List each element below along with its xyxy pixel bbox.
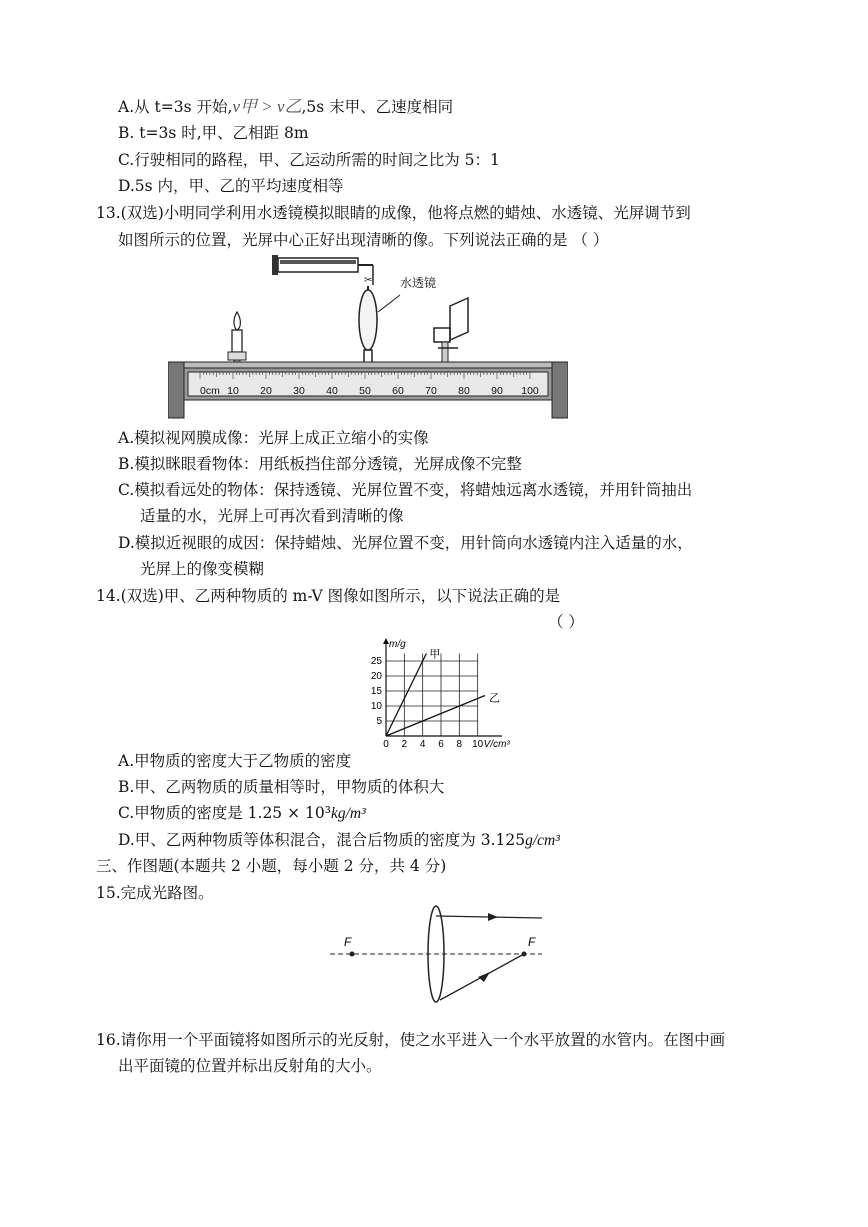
y-tick-label: 10: [370, 701, 382, 712]
optical-bench-figure: [168, 250, 568, 422]
x-tick-label: 10: [472, 739, 484, 748]
q14-option-a: A.甲物质的密度大于乙物质的密度: [118, 752, 352, 770]
y-tick-label: 15: [370, 686, 382, 697]
ray-arrow-icon: [488, 913, 498, 921]
series-label: 甲: [429, 648, 441, 661]
candle-icon: [228, 312, 246, 370]
svg-text:✂: ✂: [364, 275, 373, 286]
x-tick-label: 0: [383, 739, 389, 748]
q12-option-c: C.行驶相同的路程，甲、乙运动所需的时间之比为 5：1: [118, 151, 500, 169]
ray-arrow-icon: [478, 972, 490, 982]
ruler-tick-label: 40: [326, 385, 338, 397]
ruler-tick-label: 100: [521, 385, 539, 397]
q12-option-b: B. t=3s 时,甲、乙相距 8m: [118, 124, 309, 142]
q12-a-velocity-compare: v甲 > v乙: [232, 97, 302, 116]
ruler-tick-label: 70: [425, 385, 437, 397]
q14-c-unit: kg/m³: [330, 805, 366, 822]
ruler-tick-label: 80: [458, 385, 470, 397]
q14-option-c: [118, 802, 366, 825]
chart-tick-labels: [371, 656, 484, 748]
ruler-tick-label: 20: [260, 385, 272, 397]
q16-stem-line2: 出平面镜的位置并标出反射角的大小。: [118, 1057, 382, 1075]
q13-option-c-line1: C.模拟看远处的物体：保持透镜、光屏位置不变，将蜡烛远离水透镜，并用针筒抽出: [118, 481, 693, 499]
x-tick-label: 2: [401, 739, 408, 748]
y-tick-label: 20: [370, 671, 382, 682]
x-tick-label: 4: [419, 739, 426, 748]
x-tick-label: 8: [456, 739, 463, 748]
chart-grid: [386, 654, 478, 737]
q14-c-text: C.甲物质的密度是 1.25 × 10³: [118, 804, 331, 822]
series-line: [386, 654, 426, 737]
q14-answer-bracket: （ ）: [548, 613, 584, 631]
q12-option-a: [118, 96, 453, 118]
y-tick-label: 25: [370, 656, 382, 667]
focus-left-point: [350, 952, 355, 957]
lens-ray-diagram: [330, 902, 550, 1006]
q14-stem: 14.(双选)甲、乙两种物质的 m-V 图像如图所示，以下说法正确的是: [96, 587, 561, 605]
water-lens-icon: [359, 286, 400, 368]
syringe-icon: [272, 255, 373, 286]
ruler-tick-label: 90: [491, 385, 503, 397]
light-screen-icon: [434, 298, 468, 368]
q14-d-text: D.甲、乙两种物质等体积混合，混合后物质的密度为 3.125: [118, 831, 526, 849]
q13-option-d-line1: D.模拟近视眼的成因：保持蜡烛、光屏位置不变，用针筒向水透镜内注入适量的水，: [118, 534, 693, 552]
water-lens-label: 水透镜: [400, 276, 437, 290]
q13-option-b: B.模拟眯眼看物体：用纸板挡住部分透镜，光屏成像不完整: [118, 455, 522, 473]
chart-y-axis-label: m/g: [389, 639, 406, 650]
q13-option-a: A.模拟视网膜成像：光屏上成正立缩小的实像: [118, 429, 429, 447]
q16-stem-line1: 16.请你用一个平面镜将如图所示的光反射，使之水平进入一个水平放置的水管内。在图中画: [96, 1031, 726, 1049]
y-tick-label: 5: [376, 716, 382, 727]
q13-option-c-line2: 适量的水，光屏上可再次看到清晰的像: [140, 507, 404, 525]
section-3-heading: 三、作图题(本题共 2 小题，每小题 2 分，共 4 分): [96, 857, 447, 875]
series-label: 乙: [489, 692, 500, 705]
ruler-tick-label: 60: [392, 385, 404, 397]
x-tick-label: 6: [438, 739, 444, 748]
q12-option-d: D.5s 内，甲、乙的平均速度相等: [118, 177, 344, 195]
series-line: [386, 696, 485, 737]
chart-x-axis-label: V/cm³: [483, 739, 510, 748]
q13-option-d-line2: 光屏上的像变模糊: [140, 560, 265, 578]
ruler-tick-label: 10: [227, 385, 239, 397]
mv-chart: [350, 632, 520, 748]
ruler-tick-label: 0cm: [200, 385, 220, 397]
q14-d-unit: g/cm³: [525, 832, 560, 849]
focus-left-label: F: [344, 935, 352, 949]
q13-stem-line1: 13.(双选)小明同学利用水透镜模拟眼睛的成像，他将点燃的蜡烛、水透镜、光屏调节到: [96, 204, 691, 222]
q12-a-prefix: A.从 t=3s 开始,: [118, 98, 233, 116]
q13-stem-line2: 如图所示的位置，光屏中心正好出现清晰的像。下列说法正确的是 （ ）: [118, 231, 609, 249]
ruler-tick-label: 50: [359, 385, 371, 397]
ruler-tick-label: 30: [293, 385, 305, 397]
q14-option-d: [118, 829, 560, 852]
q14-option-b: B.甲、乙两物质的质量相等时，甲物质的体积大: [118, 778, 445, 796]
focus-right-label: F: [528, 935, 536, 949]
q15-stem: 15.完成光路图。: [96, 884, 214, 902]
q12-a-suffix: ,5s 末甲、乙速度相同: [301, 98, 454, 116]
